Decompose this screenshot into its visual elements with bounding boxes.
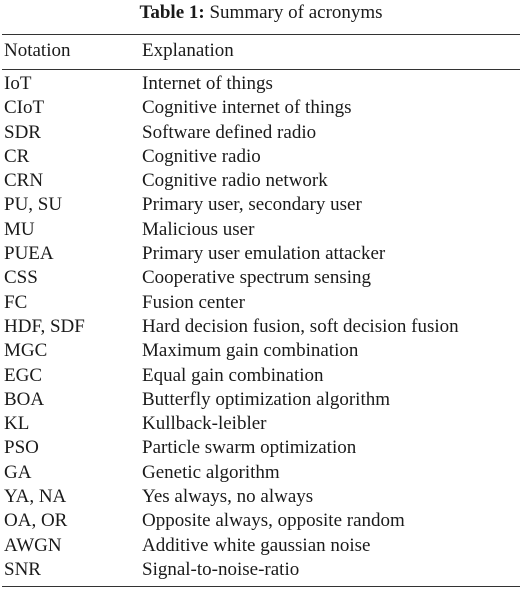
header-notation: Notation: [4, 40, 71, 61]
explanation-cell: Primary user emulation attacker: [142, 243, 386, 265]
explanation-cell: Primary user, secondary user: [142, 194, 362, 216]
table-row: [0, 388, 522, 412]
explanation-cell: Cooperative spectrum sensing: [142, 267, 372, 289]
explanation-cell: Internet of things: [142, 73, 273, 94]
notation-cell: EGC: [4, 364, 42, 386]
table-row: [0, 242, 522, 266]
table-row: [0, 266, 522, 290]
table-bottom-rule: [2, 586, 520, 587]
explanation-cell: Maximum gain combination: [142, 340, 359, 362]
explanation-cell: Signal-to-noise-ratio: [142, 558, 300, 580]
table-row: [0, 485, 522, 509]
explanation-cell: Equal gain combination: [142, 364, 324, 386]
explanation-cell: Genetic algorithm: [142, 461, 280, 483]
explanation-cell: Hard decision fusion, soft decision fusion: [142, 315, 459, 337]
table-row: [0, 72, 522, 96]
explanation-cell: Particle swarm optimization: [142, 437, 357, 459]
notation-cell: KL: [4, 413, 30, 435]
notation-cell: OA, OR: [4, 510, 68, 532]
explanation-cell: Yes always, no always: [142, 486, 314, 508]
explanation-cell: Kullback-leibler: [142, 413, 267, 435]
table-row: [0, 291, 522, 315]
notation-cell: PSO: [4, 437, 39, 459]
notation-cell: CIoT: [4, 97, 45, 119]
notation-cell: SNR: [4, 558, 41, 580]
explanation-cell: Software defined radio: [142, 121, 317, 143]
table-row: [0, 412, 522, 436]
table-row: [0, 121, 522, 145]
table-row: [0, 218, 522, 242]
notation-cell: MU: [4, 218, 35, 240]
table-header-row: [0, 38, 522, 64]
table-row: [0, 436, 522, 460]
table-row: [0, 193, 522, 217]
explanation-cell: Additive white gaussian noise: [142, 534, 371, 556]
notation-cell: FC: [4, 291, 28, 313]
explanation-cell: Opposite always, opposite random: [142, 510, 405, 532]
table-row: [0, 315, 522, 339]
notation-cell: BOA: [4, 388, 45, 410]
table-row: [0, 169, 522, 193]
notation-cell: YA, NA: [4, 486, 67, 508]
table-body: [0, 72, 522, 582]
table-row: [0, 509, 522, 533]
explanation-cell: Fusion center: [142, 291, 245, 313]
notation-cell: SDR: [4, 121, 41, 143]
notation-cell: AWGN: [4, 534, 62, 556]
table-header-rule: [2, 69, 520, 70]
table-row: [0, 534, 522, 558]
notation-cell: PU, SU: [4, 194, 63, 216]
notation-cell: PUEA: [4, 243, 54, 265]
table-caption: [0, 2, 522, 24]
explanation-cell: Malicious user: [142, 218, 255, 240]
table-caption-label: Table 1:: [139, 2, 205, 23]
notation-cell: MGC: [4, 340, 48, 362]
explanation-cell: Butterfly optimization algorithm: [142, 388, 391, 410]
notation-cell: CRN: [4, 170, 44, 192]
notation-cell: HDF, SDF: [4, 315, 85, 337]
notation-cell: GA: [4, 461, 32, 483]
explanation-cell: Cognitive internet of things: [142, 97, 352, 119]
table-caption-text: Summary of acronyms: [209, 2, 383, 23]
table-row: [0, 96, 522, 120]
header-explanation: Explanation: [142, 40, 234, 61]
explanation-cell: Cognitive radio network: [142, 170, 328, 192]
table-row: [0, 339, 522, 363]
explanation-cell: Cognitive radio: [142, 145, 261, 167]
notation-cell: CR: [4, 145, 30, 167]
table-row: [0, 558, 522, 582]
table-row: [0, 145, 522, 169]
notation-cell: CSS: [4, 267, 38, 289]
notation-cell: IoT: [4, 73, 32, 94]
table-row: [0, 461, 522, 485]
table-row: [0, 364, 522, 388]
table-top-rule: [2, 34, 520, 35]
